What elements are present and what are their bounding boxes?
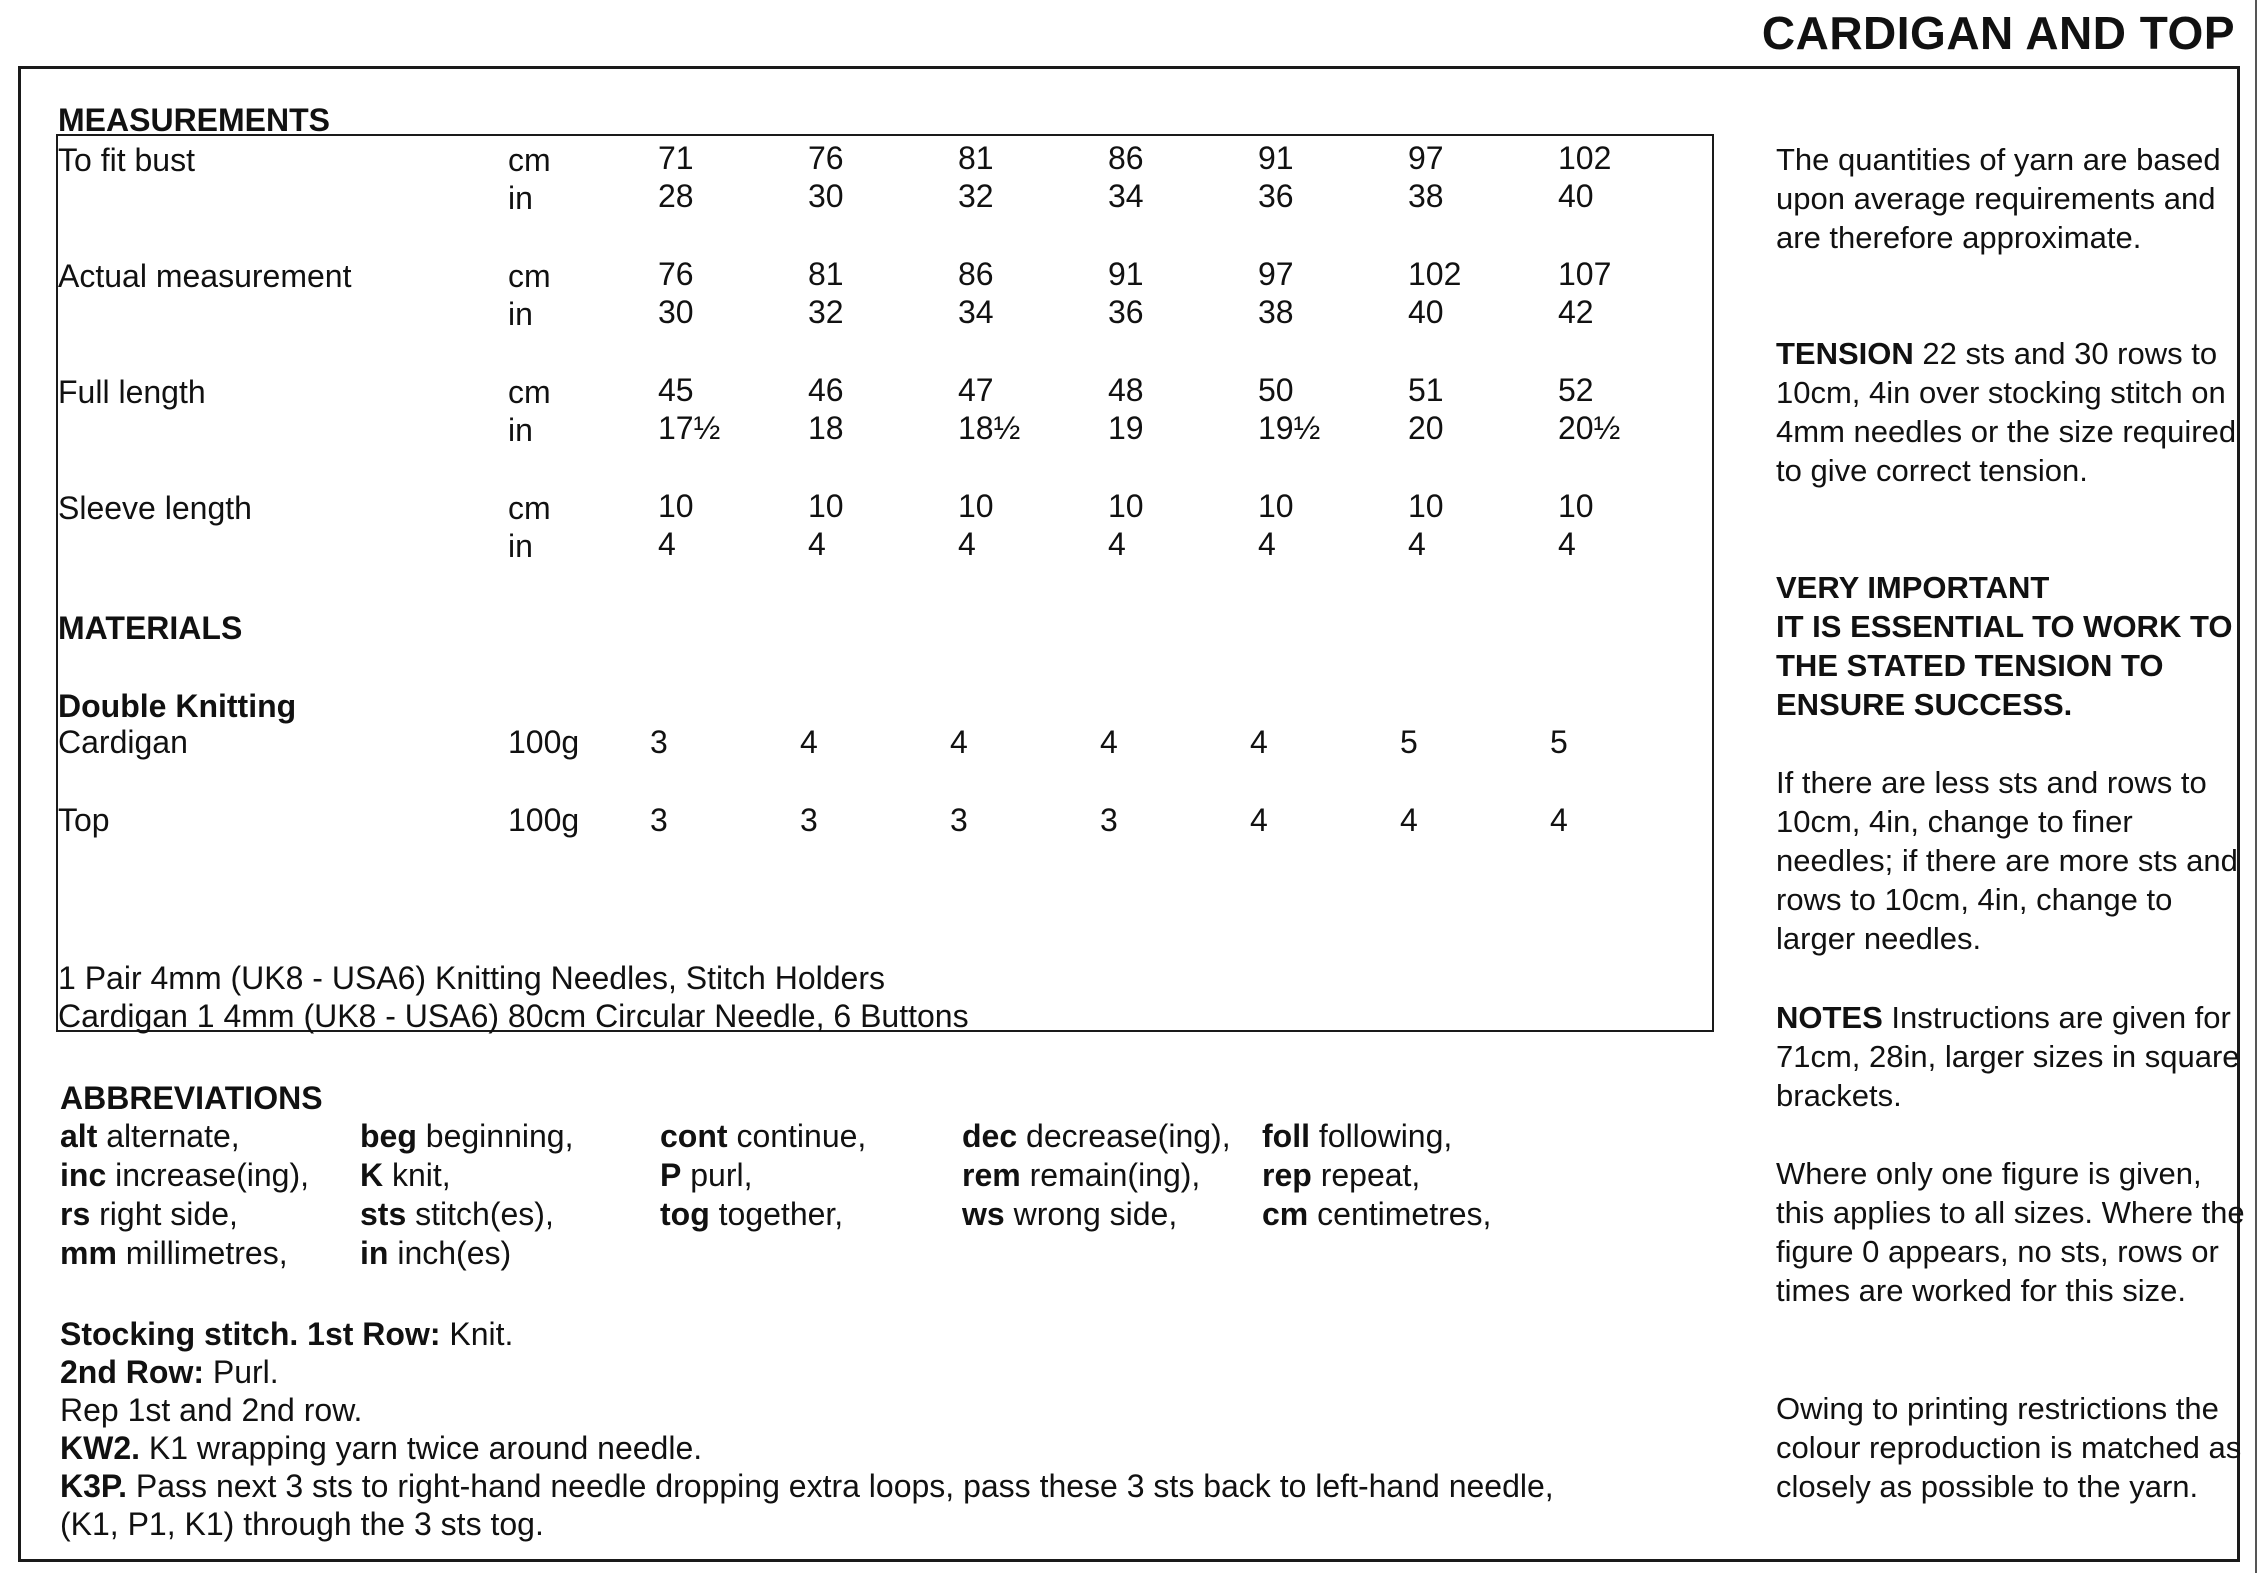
unit-in: in <box>508 528 533 564</box>
sidebar-tension: TENSION 22 sts and 30 rows to 10cm, 4in over stocking stitch on 4mm needles or the size required to give correct tension. <box>1776 336 2237 488</box>
stitch-line-3: Rep 1st and 2nd row. <box>60 1392 363 1428</box>
measurement-label: Full length <box>58 374 206 410</box>
abbreviation-item: tog together, <box>660 1196 844 1232</box>
measurement-value: 40 <box>1558 178 1594 214</box>
material-value: 3 <box>1100 802 1118 838</box>
unit-cm: cm <box>508 374 551 410</box>
measurement-value: 102 <box>1408 256 1462 292</box>
measurement-value: 34 <box>958 294 994 330</box>
measurement-value: 30 <box>658 294 694 330</box>
measurement-value: 10 <box>1108 488 1144 524</box>
measurement-value: 18 <box>808 410 844 446</box>
unit-in: in <box>508 180 533 216</box>
measurement-value: 36 <box>1258 178 1294 214</box>
abbreviation-item: rem remain(ing), <box>962 1157 1201 1193</box>
material-value: 4 <box>1400 802 1418 838</box>
measurement-value: 76 <box>658 256 694 292</box>
measurement-value: 38 <box>1408 178 1444 214</box>
material-value: 3 <box>800 802 818 838</box>
unit-in: in <box>508 296 533 332</box>
sidebar-important: VERY IMPORTANT IT IS ESSENTIAL TO WORK TO THE STATED TENSION TO ENSURE SUCCESS. <box>1776 570 2233 722</box>
measurement-label: To fit bust <box>58 142 195 178</box>
abbreviations-heading: ABBREVIATIONS <box>60 1080 323 1116</box>
measurement-value: 4 <box>1558 526 1576 562</box>
abbreviation-item: inc increase(ing), <box>60 1157 309 1193</box>
measurement-value: 86 <box>1108 140 1144 176</box>
materials-heading: MATERIALS <box>58 610 243 646</box>
measurement-value: 4 <box>1108 526 1126 562</box>
material-value: 4 <box>1250 724 1268 760</box>
measurement-value: 71 <box>658 140 694 176</box>
unit-in: in <box>508 412 533 448</box>
abbreviation-item: beg beginning, <box>360 1118 574 1154</box>
measurement-value: 107 <box>1558 256 1612 292</box>
material-value: 4 <box>1250 802 1268 838</box>
abbreviation-item: ws wrong side, <box>962 1196 1178 1232</box>
measurement-value: 19½ <box>1258 410 1321 446</box>
measurement-value: 38 <box>1258 294 1294 330</box>
material-value: 5 <box>1550 724 1568 760</box>
measurement-value: 81 <box>808 256 844 292</box>
material-value: 4 <box>800 724 818 760</box>
measurement-value: 91 <box>1108 256 1144 292</box>
measurement-label: Sleeve length <box>58 490 252 526</box>
material-value: 3 <box>650 802 668 838</box>
measurement-value: 40 <box>1408 294 1444 330</box>
material-value: 4 <box>1100 724 1118 760</box>
measurement-value: 51 <box>1408 372 1444 408</box>
material-value: 4 <box>950 724 968 760</box>
measurement-value: 97 <box>1408 140 1444 176</box>
sidebar-one-figure: Where only one figure is given, this applies to all sizes. Where the figure 0 appears, no sts, rows or times are worked for this size. <box>1776 1156 2245 1308</box>
abbreviation-item: alt alternate, <box>60 1118 240 1154</box>
stitch-line-1: Stocking stitch. 1st Row: Knit. <box>60 1316 514 1352</box>
measurement-value: 4 <box>658 526 676 562</box>
material-value: 3 <box>950 802 968 838</box>
measurement-value: 81 <box>958 140 994 176</box>
unit-cm: cm <box>508 490 551 526</box>
measurement-value: 91 <box>1258 140 1294 176</box>
unit-cm: cm <box>508 258 551 294</box>
abbreviation-item: dec decrease(ing), <box>962 1118 1231 1154</box>
sidebar-finer-needles: If there are less sts and rows to 10cm, 4in, change to finer needles; if there are more sts and rows to 10cm, 4in, change to larger needles. <box>1776 765 2238 956</box>
measurements-heading: MEASUREMENTS <box>58 102 331 138</box>
material-unit: 100g <box>508 724 580 760</box>
measurement-value: 4 <box>808 526 826 562</box>
material-unit: 100g <box>508 802 580 838</box>
stitch-line-4: KW2. K1 wrapping yarn twice around needle. <box>60 1430 703 1466</box>
measurement-value: 30 <box>808 178 844 214</box>
measurement-value: 102 <box>1558 140 1612 176</box>
measurement-value: 52 <box>1558 372 1594 408</box>
measurement-value: 4 <box>1408 526 1426 562</box>
stitch-line-5: K3P. Pass next 3 sts to right-hand needle dropping extra loops, pass these 3 sts back to left-hand needle, <box>60 1468 1554 1504</box>
measurement-value: 18½ <box>958 410 1021 446</box>
abbreviation-item: in inch(es) <box>360 1235 512 1271</box>
measurement-label: Actual measurement <box>58 258 352 294</box>
material-value: 5 <box>1400 724 1418 760</box>
measurement-value: 19 <box>1108 410 1144 446</box>
measurement-value: 10 <box>958 488 994 524</box>
needles-line-1: 1 Pair 4mm (UK8 - USA6) Knitting Needles, Stitch Holders <box>58 960 885 996</box>
measurement-value: 32 <box>808 294 844 330</box>
abbreviation-item: sts stitch(es), <box>360 1196 554 1232</box>
yarn-type: Double Knitting <box>58 688 297 724</box>
measurement-value: 20 <box>1408 410 1444 446</box>
measurement-value: 28 <box>658 178 694 214</box>
material-label: Cardigan <box>58 724 188 760</box>
sidebar-printing: Owing to printing restrictions the colour reproduction is matched as closely as possible to the yarn. <box>1776 1391 2242 1504</box>
sidebar-quantities: The quantities of yarn are based upon average requirements and are therefore approximate. <box>1776 142 2221 255</box>
stitch-line-6: (K1, P1, K1) through the 3 sts tog. <box>60 1506 544 1542</box>
abbreviation-item: K knit, <box>360 1157 451 1193</box>
measurement-value: 4 <box>1258 526 1276 562</box>
material-label: Top <box>58 802 110 838</box>
measurement-value: 32 <box>958 178 994 214</box>
measurement-value: 50 <box>1258 372 1294 408</box>
measurement-value: 20½ <box>1558 410 1621 446</box>
measurement-value: 46 <box>808 372 844 408</box>
abbreviation-item: rs right side, <box>60 1196 238 1232</box>
measurement-value: 10 <box>1558 488 1594 524</box>
material-value: 4 <box>1550 802 1568 838</box>
abbreviation-item: cont continue, <box>660 1118 867 1154</box>
abbreviation-item: mm millimetres, <box>60 1235 288 1271</box>
measurement-value: 42 <box>1558 294 1594 330</box>
measurement-value: 10 <box>1258 488 1294 524</box>
abbreviation-item: foll following, <box>1262 1118 1453 1154</box>
page-title: CARDIGAN AND TOP <box>1761 7 2235 59</box>
measurement-value: 4 <box>958 526 976 562</box>
measurement-value: 10 <box>1408 488 1444 524</box>
needles-line-2: Cardigan 1 4mm (UK8 - USA6) 80cm Circular Needle, 6 Buttons <box>58 998 969 1034</box>
material-value: 3 <box>650 724 668 760</box>
abbreviation-item: rep repeat, <box>1262 1157 1421 1193</box>
measurement-value: 10 <box>658 488 694 524</box>
measurement-value: 10 <box>808 488 844 524</box>
measurement-value: 45 <box>658 372 694 408</box>
measurement-value: 97 <box>1258 256 1294 292</box>
measurement-value: 86 <box>958 256 994 292</box>
page-edge-line <box>2255 0 2257 1573</box>
measurement-value: 36 <box>1108 294 1144 330</box>
measurement-value: 17½ <box>658 410 721 446</box>
unit-cm: cm <box>508 142 551 178</box>
measurement-value: 76 <box>808 140 844 176</box>
measurement-value: 34 <box>1108 178 1144 214</box>
abbreviation-item: P purl, <box>660 1157 753 1193</box>
abbreviation-item: cm centimetres, <box>1262 1196 1492 1232</box>
measurement-value: 48 <box>1108 372 1144 408</box>
sidebar-notes: NOTES Instructions are given for 71cm, 28in, larger sizes in square brackets. <box>1776 1000 2240 1113</box>
stitch-line-2: 2nd Row: Purl. <box>60 1354 279 1390</box>
measurement-value: 47 <box>958 372 994 408</box>
